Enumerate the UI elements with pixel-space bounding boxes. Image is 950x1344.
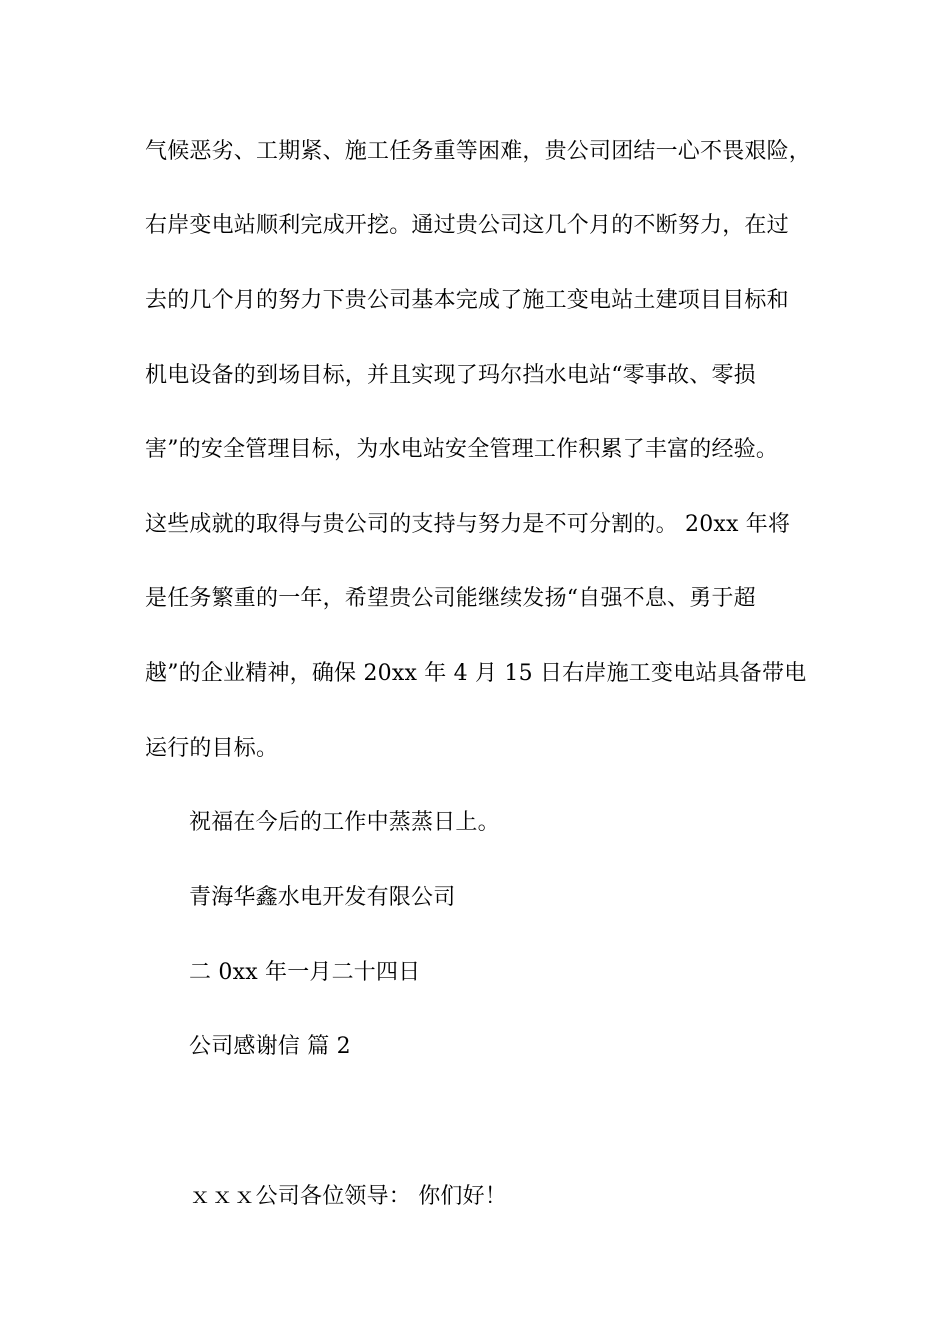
paragraph-line-8: 越”的企业精神，确保 20xx 年 4 月 15 日右岸施工变电站具备带电 — [145, 661, 807, 686]
paragraph-line-4: 机电设备的到场目标，并且实现了玛尔挡水电站“零事故、零损 — [145, 363, 756, 388]
paragraph-line-9: 运行的目标。 — [145, 736, 279, 761]
paragraph-line-1: 气候恶劣、工期紧、施工任务重等困难，贵公司团结一心不畏艰险， — [145, 139, 812, 164]
signature-company: 青海华鑫水电开发有限公司 — [189, 885, 456, 910]
paragraph-line-6: 这些成就的取得与贵公司的支持与努力是不可分割的。 20xx 年将 — [145, 512, 791, 537]
signature-date: 二 0xx 年一月二十四日 — [189, 960, 421, 985]
paragraph-line-3: 去的几个月的努力下贵公司基本完成了施工变电站土建项目目标和 — [145, 288, 789, 313]
paragraph-line-7: 是任务繁重的一年，希望贵公司能继续发扬“自强不息、勇于超 — [145, 586, 756, 611]
paragraph-line-2: 右岸变电站顺利完成开挖。通过贵公司这几个月的不断努力，在过 — [145, 213, 789, 238]
blessing-text: 祝福在今后的工作中蒸蒸日上。 — [189, 810, 500, 835]
salutation: ｘｘｘ公司各位领导： 你们好！ — [189, 1184, 507, 1209]
paragraph-line-5: 害”的安全管理目标，为水电站安全管理工作积累了丰富的经验。 — [145, 437, 779, 462]
section-title: 公司感谢信 篇 2 — [189, 1034, 351, 1059]
